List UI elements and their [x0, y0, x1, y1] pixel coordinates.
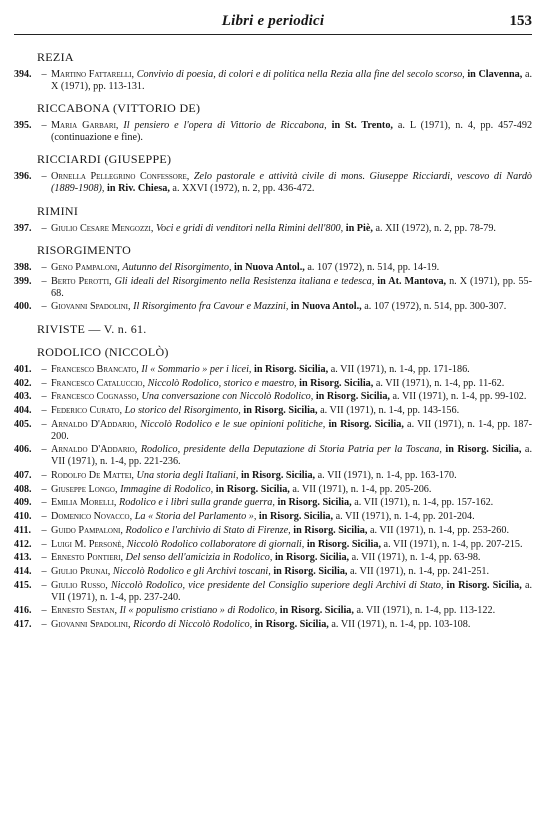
entry-author: Federico Curato,: [51, 405, 123, 417]
entry-journal: in Piè,: [345, 222, 373, 234]
entry-journal: in Risorg. Sicilia,: [254, 619, 329, 631]
entry-dash: –: [41, 222, 47, 234]
entry-number: 400.: [14, 301, 32, 313]
entry-details: n. X (1971), pp. 55-68.: [51, 275, 533, 299]
entry-details: a. VII (1971), n. 1-4, pp. 171-186.: [330, 363, 470, 375]
entry-body: [51, 405, 532, 417]
entry-title: Voci e gridi di venditori nella Rimini dell'800,: [155, 222, 344, 234]
entry-dash: –: [41, 538, 47, 550]
entry-title: Il « populismo cristiano » di Rodolico,: [119, 605, 278, 617]
entry-number: 413.: [14, 552, 32, 564]
entry-title: Ricordo di Niccolò Rodolico,: [133, 619, 253, 631]
entry-details: a. VII (1971), n. 1-4, pp. 143-156.: [320, 405, 460, 417]
entry-author: Geno Pampaloni,: [51, 262, 120, 274]
entry-number: 408.: [14, 483, 32, 495]
entry-journal: in Clavenna,: [467, 69, 523, 80]
entry-dash: –: [41, 497, 47, 509]
entry-journal: in Risorg. Sicilia,: [258, 511, 334, 523]
bibliography-entry: [14, 605, 532, 617]
section-heading: RICCABONA (VITTORIO DE): [37, 101, 201, 116]
bibliography-entry: [14, 419, 532, 442]
entry-dash: –: [41, 363, 47, 375]
entry-number: 415.: [14, 580, 32, 592]
entry-journal: in Risorg. Sicilia,: [299, 377, 374, 389]
entry-journal: in Risorg. Sicilia,: [445, 444, 522, 456]
entry-title: Il Risorgimento fra Cavour e Mazzini,: [133, 301, 289, 313]
bibliography-list: [14, 50, 532, 633]
entry-body: [51, 525, 532, 537]
running-title: Libri e periodici: [221, 13, 325, 29]
entry-details: a. VII (1971), n. 1-4, pp. 11-62.: [375, 377, 505, 389]
entry-author: Arnaldo D'Addario,: [51, 419, 138, 431]
section-heading: RIMINI: [37, 203, 79, 218]
entry-title: La « Storia del Parlamento »,: [134, 511, 257, 523]
entry-body: [51, 223, 532, 235]
entry-details: a. 107 (1972), n. 514, pp. 300-307.: [364, 301, 507, 313]
bibliography-entry: [14, 171, 532, 194]
entry-journal: in Risorg. Sicilia,: [279, 605, 354, 617]
entry-body: [51, 171, 532, 194]
entry-dash: –: [41, 120, 47, 132]
entry-body: [51, 605, 532, 617]
entry-details: a. XII (1972), n. 2, pp. 78-79.: [375, 222, 496, 234]
entry-author: Luigi M. Personè,: [51, 538, 125, 550]
entry-journal: in Risorg. Sicilia,: [277, 497, 352, 509]
entry-author: Ernesto Sestan,: [51, 605, 118, 617]
entry-details: a. VII (1971), n. 1-4, pp. 157-162.: [354, 497, 494, 509]
entry-details: a. VII (1971), n. 1-4, pp. 113-122.: [356, 605, 496, 617]
entry-details: a. VII (1971), n. 1-4, pp. 253-260.: [369, 524, 509, 536]
entry-body: [51, 391, 532, 403]
entry-body: [51, 444, 532, 467]
entry-details: a. 107 (1972), n. 514, pp. 14-19.: [307, 262, 440, 274]
bibliography-entry: [14, 223, 532, 235]
entry-title: Il pensiero e l'opera di Vittorio de Riccabona,: [123, 120, 327, 132]
entry-journal: in At. Mantova,: [377, 275, 447, 287]
entry-author: Giuseppe Longo,: [51, 483, 118, 495]
entry-dash: –: [41, 444, 47, 456]
entry-dash: –: [41, 580, 47, 592]
entry-author: Giulio Cesare Mengozzi,: [51, 222, 154, 234]
bibliography-entry: [14, 364, 532, 376]
entry-journal: in Risorg. Sicilia,: [240, 469, 316, 481]
entry-dash: –: [41, 566, 47, 578]
entry-title: Rodolico e i libri sulla grande guerra,: [119, 497, 275, 509]
entry-number: 405.: [14, 419, 32, 431]
entry-number: 396.: [14, 171, 32, 183]
section-heading: RICCIARDI (GIUSEPPE): [37, 152, 172, 167]
entry-details: a. VII (1971), n. 1-4, pp. 103-108.: [331, 619, 471, 631]
bibliography-section: [14, 322, 532, 336]
entry-title: Niccolò Rodolico e le sue opinioni politiche,: [140, 419, 326, 431]
entry-title: Rodolico, presidente della Deputazione di Storia Patria per la Toscana,: [140, 444, 442, 456]
section-heading: RIVISTE — V. n. 61.: [37, 321, 147, 336]
entry-title: Il « Sommario » per i licei,: [141, 363, 252, 375]
entry-author: Martino Fattarelli,: [51, 69, 135, 80]
entry-body: [51, 484, 532, 496]
entry-number: 403.: [14, 391, 32, 403]
bibliography-section: [14, 101, 532, 143]
entry-journal: in Risorg. Sicilia,: [215, 483, 290, 495]
section-heading: RODOLICO (NICCOLÒ): [37, 344, 169, 359]
entry-author: Guido Pampaloni,: [51, 524, 123, 536]
section-heading: RISORGIMENTO: [37, 243, 132, 258]
entry-title: Immagine di Rodolico,: [120, 483, 214, 495]
bibliography-entry: [14, 566, 532, 578]
entry-author: Ornella Pellegrino Confessore,: [51, 171, 190, 183]
entry-journal: in Risorg. Sicilia,: [254, 363, 329, 375]
entry-journal: in Risorg. Sicilia,: [273, 566, 348, 578]
entry-details: a. L (1971), n. 4, pp. 457-492 (continuazione e fine).: [51, 120, 533, 143]
bibliography-entry: [14, 378, 532, 390]
entry-dash: –: [41, 275, 47, 287]
entry-dash: –: [41, 419, 47, 431]
entry-title: Una storia degli Italiani,: [136, 469, 239, 481]
entry-author: Francesco Brancato,: [51, 363, 139, 375]
bibliography-entry: [14, 619, 532, 631]
header-rule: [14, 34, 532, 35]
entry-journal: in Nuova Antol.,: [234, 262, 305, 274]
entry-details: a. VII (1971), n. 1-4, pp. 205-206.: [292, 483, 432, 495]
entry-title: Autunno del Risorgimento,: [122, 262, 232, 274]
entry-dash: –: [41, 469, 47, 481]
entry-dash: –: [41, 405, 47, 417]
entry-details: a. VII (1971), n. 1-4, pp. 221-236.: [51, 444, 532, 467]
entry-body: [51, 580, 532, 603]
entry-dash: –: [41, 171, 47, 183]
bibliography-section: [14, 345, 532, 631]
entry-number: 412.: [14, 538, 32, 550]
entry-number: 398.: [14, 262, 32, 274]
entry-author: Arnaldo D'Addario,: [51, 444, 138, 456]
bibliography-entry: [14, 470, 532, 482]
entry-number: 394.: [14, 69, 32, 80]
entry-author: Berto Perotti,: [51, 275, 112, 287]
entry-body: [51, 262, 532, 274]
entry-title: Niccolò Rodolico e gli Archivi toscani,: [112, 566, 271, 578]
entry-journal: in Riv. Chiesa,: [107, 182, 170, 194]
entry-author: Maria Garbari,: [51, 120, 119, 132]
entry-body: [51, 69, 532, 92]
entry-number: 414.: [14, 566, 32, 578]
entry-author: Francesco Cataluccio,: [51, 377, 146, 389]
bibliography-entry: [14, 391, 532, 403]
entry-journal: in Risorg. Sicilia,: [315, 391, 390, 403]
bibliography-entry: [14, 484, 532, 496]
page-header: [14, 10, 532, 34]
entry-journal: in Nuova Antol.,: [290, 301, 362, 313]
entry-body: [51, 301, 532, 313]
entry-dash: –: [41, 69, 47, 80]
entry-journal: in Risorg. Sicilia,: [306, 538, 381, 550]
bibliography-section: [14, 243, 532, 313]
entry-title: Niccolò Rodolico collaboratore di giornali,: [126, 538, 305, 550]
entry-journal: in Risorg. Sicilia,: [243, 405, 318, 417]
entry-number: 401.: [14, 363, 32, 375]
entry-title: Niccolò Rodolico, storico e maestro,: [147, 377, 297, 389]
entry-title: Rodolico e l'archivio di Stato di Firenze,: [125, 524, 291, 536]
entry-dash: –: [41, 391, 47, 403]
entry-author: Emilia Morelli,: [51, 497, 117, 509]
entry-number: 407.: [14, 469, 32, 481]
entry-author: Giulio Russo,: [51, 580, 108, 592]
bibliography-entry: [14, 262, 532, 274]
entry-journal: in Risorg. Sicilia,: [328, 419, 404, 431]
entry-journal: in St. Trento,: [331, 120, 393, 132]
entry-details: a. VII (1971), n. 1-4, pp. 237-240.: [51, 580, 533, 603]
bibliography-entry: [14, 444, 532, 467]
entry-author: Ernesto Pontieri,: [51, 552, 124, 564]
entry-body: [51, 497, 532, 509]
entry-author: Francesco Cognasso,: [51, 391, 139, 403]
bibliography-entry: [14, 301, 532, 313]
entry-number: 399.: [14, 275, 32, 287]
entry-body: [51, 566, 532, 578]
entry-details: a. VII (1971), n. 1-4, pp. 201-204.: [335, 511, 475, 523]
entry-title: Gli ideali del Risorgimento nella Resistenza italiana e tedesca,: [114, 275, 375, 287]
entry-dash: –: [41, 619, 47, 631]
entry-journal: in Risorg. Sicilia,: [446, 580, 522, 592]
entry-number: 409.: [14, 497, 32, 509]
bibliography-entry: [14, 539, 532, 551]
entry-number: 416.: [14, 605, 32, 617]
entry-dash: –: [41, 605, 47, 617]
entry-number: 417.: [14, 619, 32, 631]
entry-number: 397.: [14, 222, 32, 234]
entry-body: [51, 378, 532, 390]
entry-details: a. VII (1971), n. 1-4, pp. 63-98.: [351, 552, 481, 564]
section-heading: REZIA: [37, 50, 74, 64]
page-number: 153: [509, 13, 532, 29]
bibliography-section: [14, 50, 532, 92]
entry-details: a. VII (1971), n. 1-4, pp. 99-102.: [392, 391, 527, 403]
entry-body: [51, 619, 532, 631]
entry-body: [51, 552, 532, 564]
entry-author: Domenico Novacco,: [51, 511, 133, 523]
entry-title: Niccolò Rodolico, vice presidente del Consiglio superiore degli Archivi di Stato,: [110, 580, 444, 592]
entry-number: 402.: [14, 377, 32, 389]
entry-body: [51, 364, 532, 376]
entry-number: 406.: [14, 444, 32, 456]
entry-dash: –: [41, 552, 47, 564]
bibliography-entry: [14, 511, 532, 523]
entry-body: [51, 511, 532, 523]
entry-details: a. VII (1971), n. 1-4, pp. 187-200.: [51, 419, 532, 442]
entry-body: [51, 276, 532, 299]
entry-dash: –: [41, 377, 47, 389]
entry-title: Una conversazione con Niccolò Rodolico,: [141, 391, 314, 403]
entry-body: [51, 120, 532, 143]
entry-details: a. VII (1971), n. 1-4, pp. 163-170.: [317, 469, 457, 481]
entry-details: a. X (1971), pp. 113-131.: [51, 69, 533, 92]
entry-author: Giovanni Spadolini,: [51, 619, 131, 631]
entry-dash: –: [41, 483, 47, 495]
bibliography-entry: [14, 69, 532, 92]
bibliography-section: [14, 204, 532, 235]
entry-dash: –: [41, 262, 47, 274]
entry-title: Zelo pastorale e attività civile di mons. Giuseppe Ricciardi, vescovo di Nardò (1889-1908),: [51, 171, 533, 194]
bibliography-entry: [14, 497, 532, 509]
entry-number: 395.: [14, 120, 32, 132]
bibliography-entry: [14, 525, 532, 537]
entry-body: [51, 470, 532, 482]
entry-body: [51, 539, 532, 551]
entry-journal: in Risorg. Sicilia,: [274, 552, 350, 564]
entry-author: Rodolfo De Mattei,: [51, 469, 134, 481]
entry-title: Convivio di poesia, di colori e di politica nella Rezia alla fine del secolo scorso,: [136, 69, 465, 80]
entry-author: Giovanni Spadolini,: [51, 301, 131, 313]
entry-details: a. VII (1971), n. 1-4, pp. 241-251.: [350, 566, 490, 578]
bibliography-section: [14, 152, 532, 194]
entry-number: 410.: [14, 511, 32, 523]
entry-body: [51, 419, 532, 442]
entry-title: Lo storico del Risorgimento,: [124, 405, 241, 417]
entry-details: a. VII (1971), n. 1-4, pp. 207-215.: [383, 538, 523, 550]
bibliography-entry: [14, 276, 532, 299]
entry-dash: –: [41, 524, 47, 536]
entry-number: 404.: [14, 405, 32, 417]
entry-dash: –: [41, 301, 47, 313]
bibliography-entry: [14, 120, 532, 143]
entry-dash: –: [41, 511, 47, 523]
bibliography-entry: [14, 405, 532, 417]
entry-details: a. XXVI (1972), n. 2, pp. 436-472.: [172, 182, 315, 194]
bibliography-entry: [14, 552, 532, 564]
entry-author: Giulio Prunai,: [51, 566, 111, 578]
bibliography-entry: [14, 580, 532, 603]
entry-title: Del senso dell'amicizia in Rodolico,: [125, 552, 273, 564]
entry-number: 411.: [14, 524, 31, 536]
entry-journal: in Risorg. Sicilia,: [293, 524, 368, 536]
